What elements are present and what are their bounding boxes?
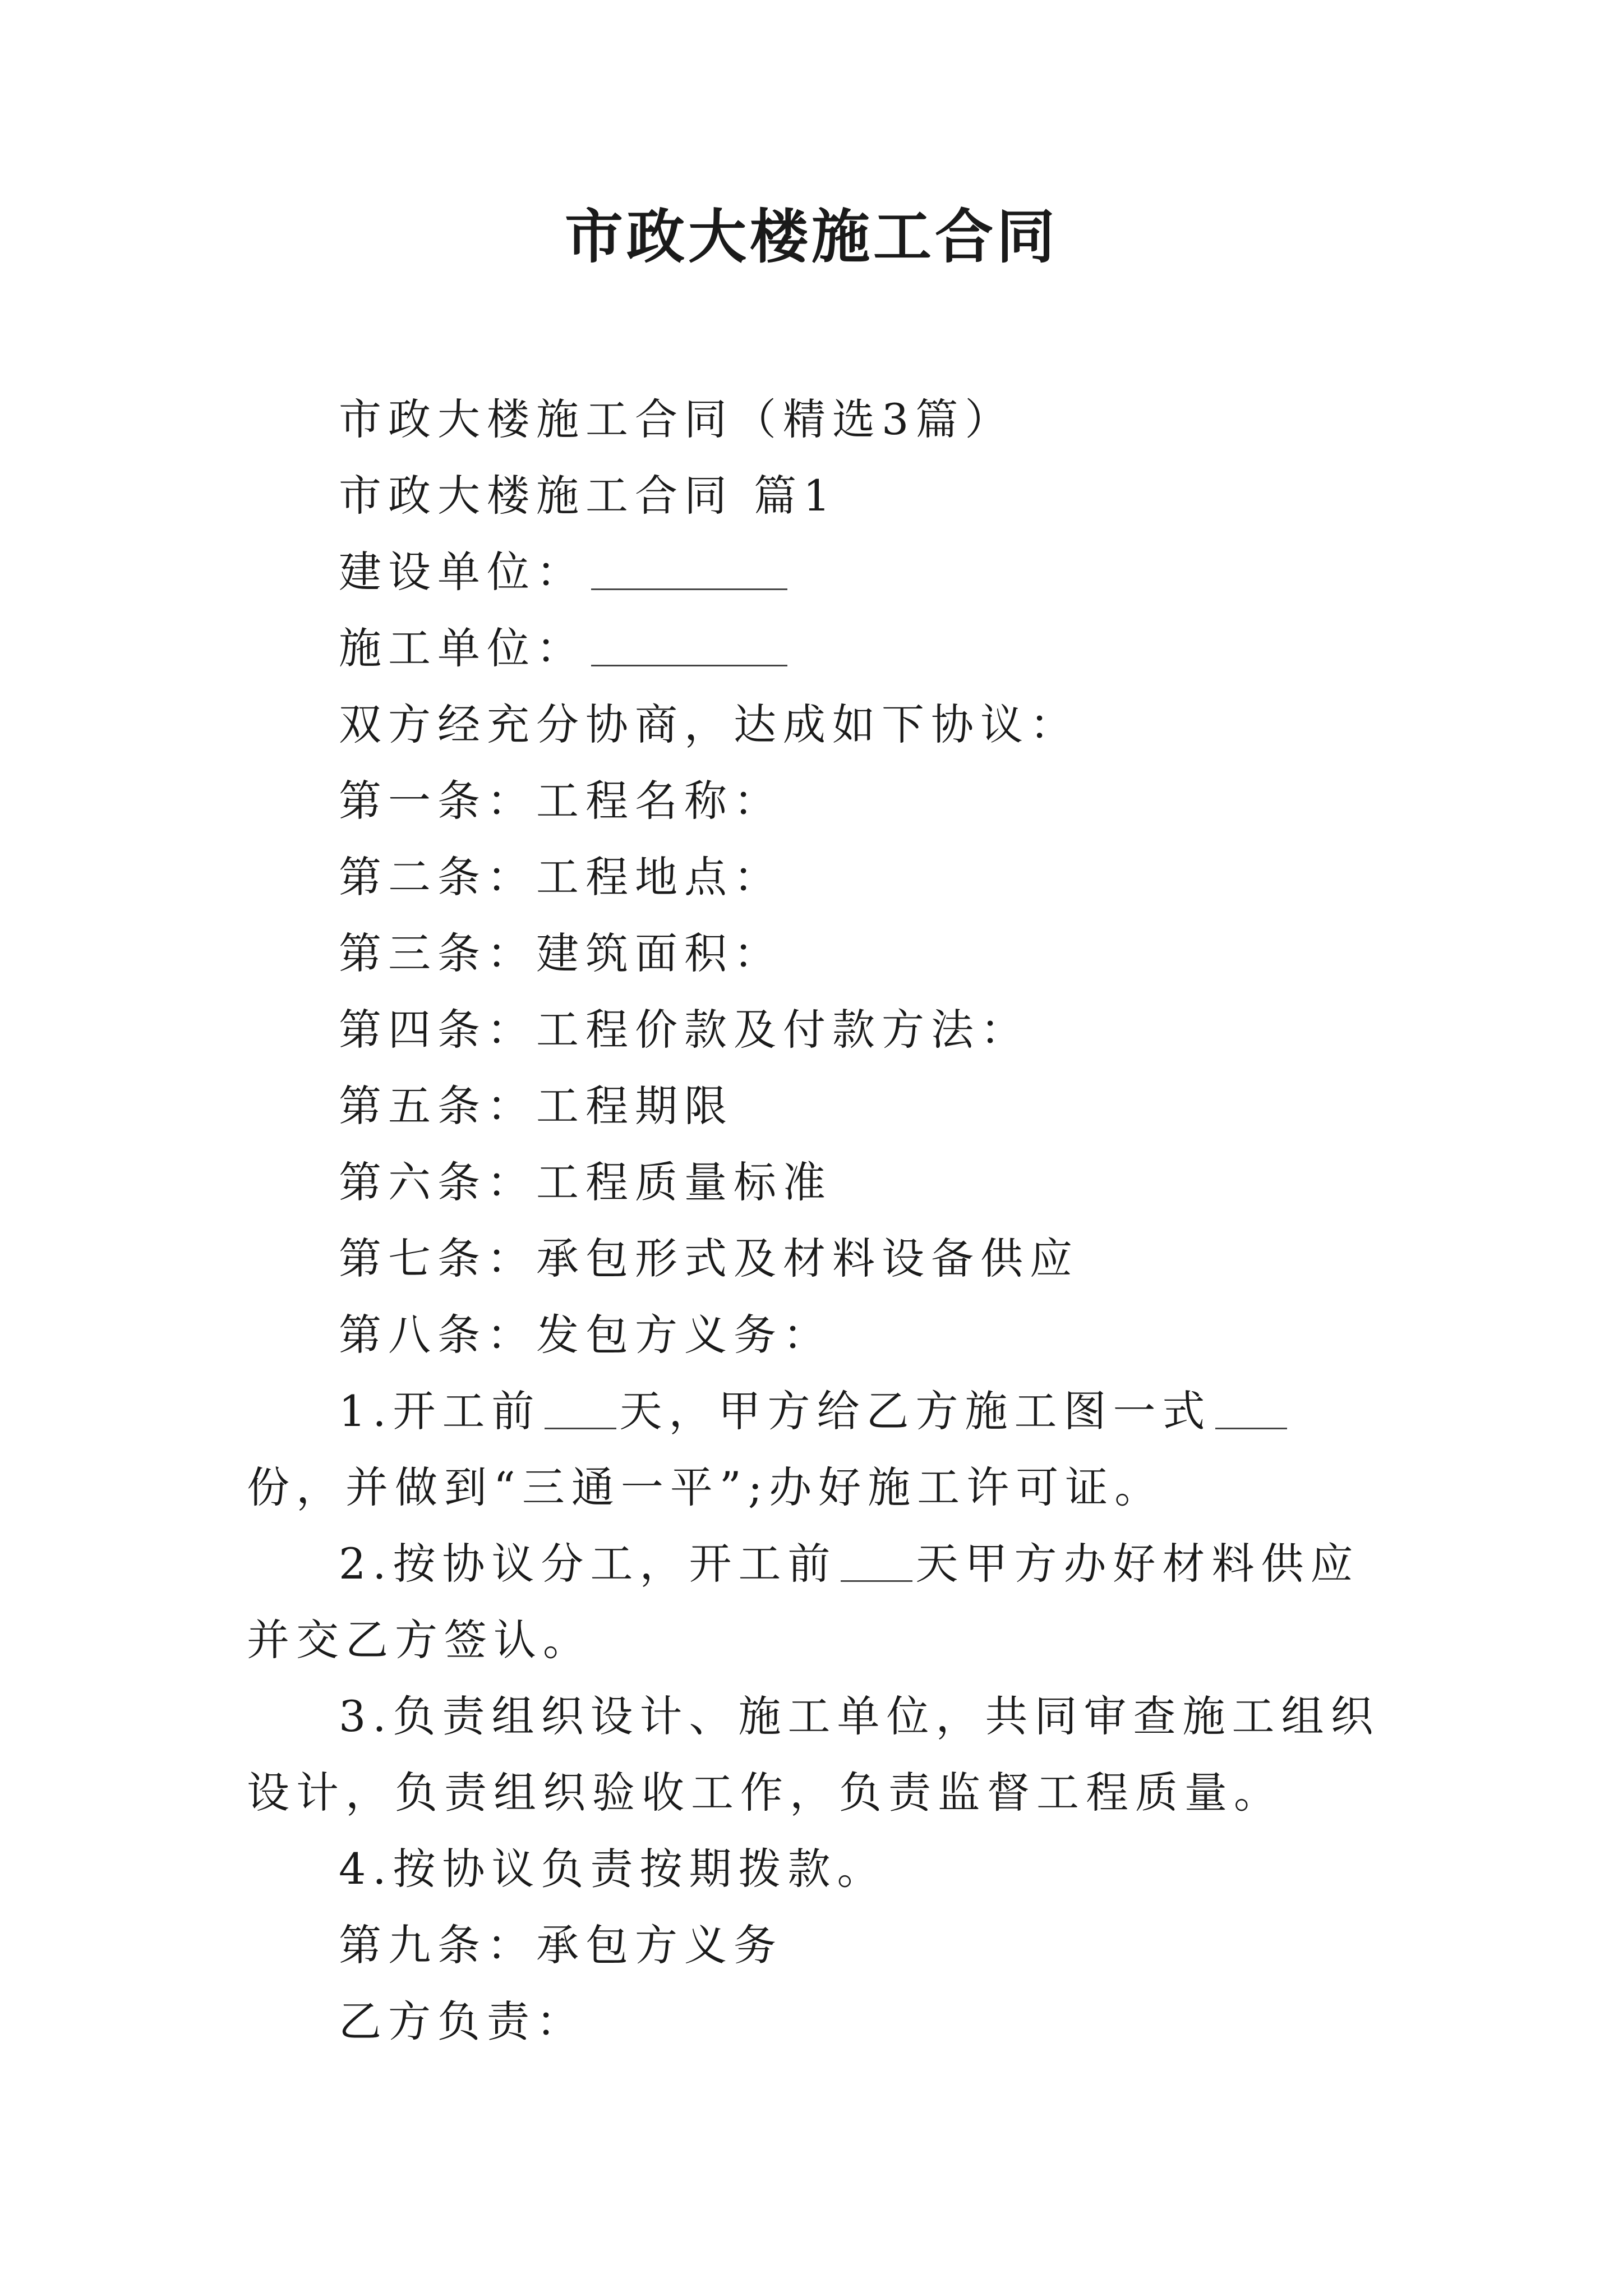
item-2-part2: 天甲方办好材料供应并交乙方签认。 [247,1539,1360,1665]
article-9: 第九条：承包方义务 [339,1920,783,1970]
article-6: 第六条：工程质量标准 [339,1157,832,1207]
intro-text: 双方经充分协商，达成如下协议： [339,700,1079,749]
item-1-blank-copies [1215,1424,1287,1429]
item-2-part1: 2.按协议分工，开工前 [339,1539,837,1589]
document-body [247,381,1385,2060]
item-1-part3: 份，并做到“三通一平”;办好施工许可证。 [247,1462,1164,1512]
builder-label: 建设单位： [339,547,585,597]
item-1 [247,1373,1385,1526]
contractor-field [247,610,1385,687]
part-heading: 市政大楼施工合同 篇1 [339,471,837,521]
item-1-blank-days [545,1424,616,1429]
article-4: 第四条：工程价款及付款方法： [339,1005,1030,1055]
contractor-label: 施工单位： [339,623,585,673]
article-8: 第八条：发包方义务： [339,1310,832,1360]
item-1-part1: 1.开工前 [339,1386,541,1436]
article-1: 第一条：工程名称： [339,776,783,826]
article-3: 第三条：建筑面积： [339,928,783,978]
item-3: 3.负责组织设计、施工单位，共同审查施工组织设计，负责组织验收工作，负责监督工程质量。 [247,1691,1380,1818]
article-2: 第二条：工程地点： [339,852,783,902]
builder-field [247,534,1385,610]
article-7: 第七条：承包形式及材料设备供应 [339,1234,1079,1283]
item-4: 4.按协议负责按期拨款。 [339,1844,887,1894]
builder-blank [591,585,787,590]
item-1-part2: 天，甲方给乙方施工图一式 [619,1386,1212,1436]
party-b-duties: 乙方负责： [339,1996,585,2046]
subtitle: 市政大楼施工合同（精选3篇） [339,394,1015,444]
document-title: 市政大楼施工合同 [564,202,1058,271]
item-2 [247,1526,1385,1678]
article-5: 第五条：工程期限 [339,1081,734,1131]
contractor-blank [591,661,787,666]
item-2-blank-days [841,1577,912,1582]
